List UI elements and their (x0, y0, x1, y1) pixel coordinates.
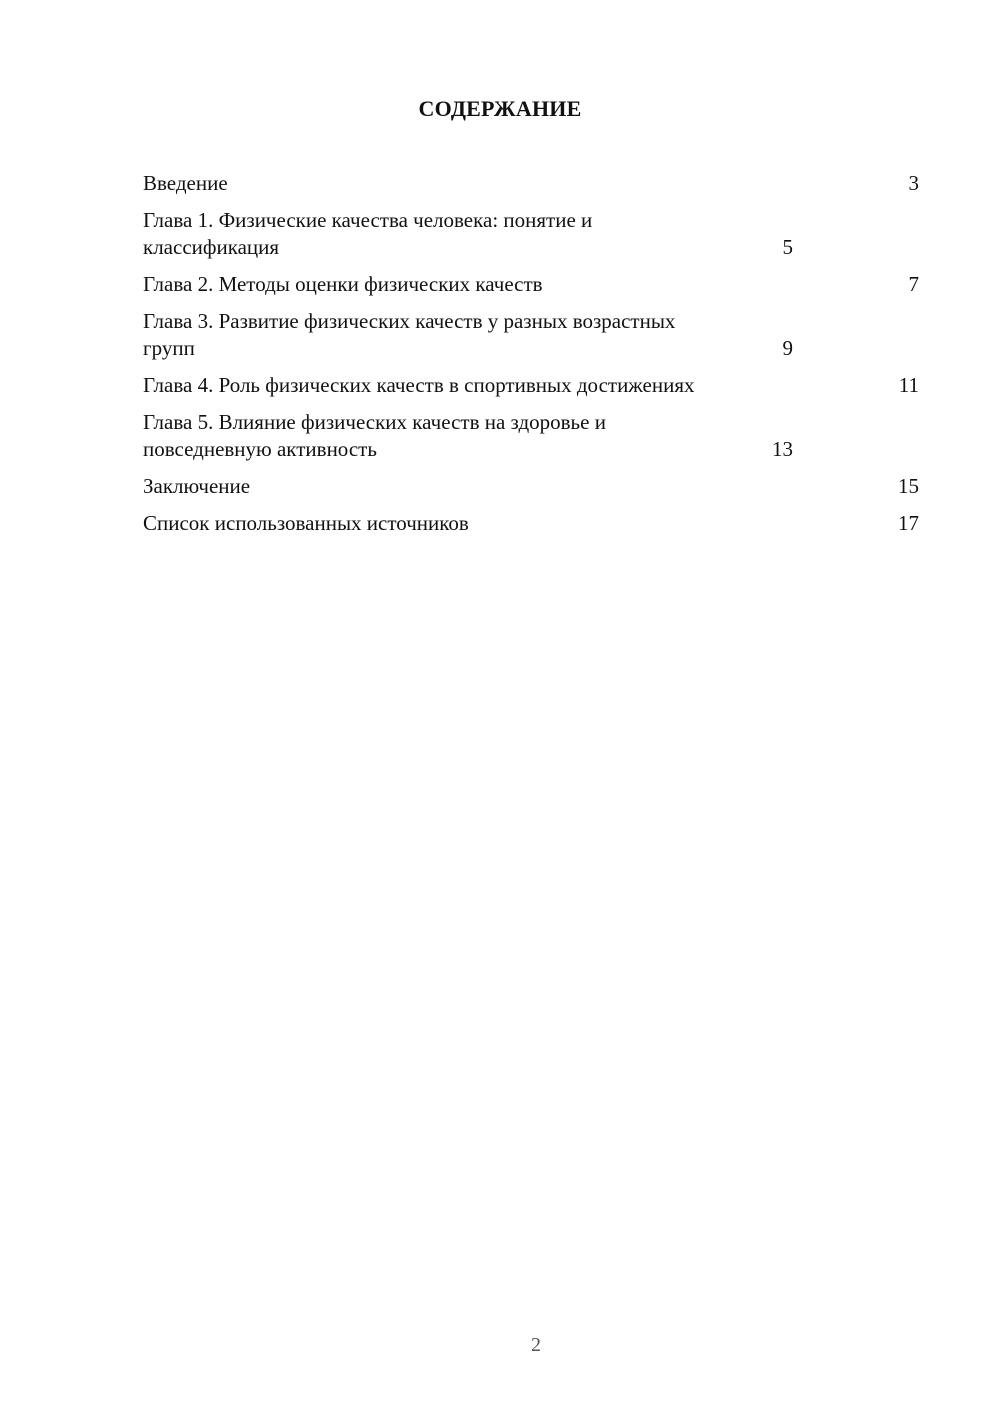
toc-entry-title: Глава 1. Физические качества человека: понятие и классификация (143, 208, 593, 259)
toc-entry[interactable] (143, 409, 919, 463)
toc-entry[interactable] (143, 170, 919, 197)
toc-entry-page: 11 (898, 373, 919, 397)
toc-entry-title: Глава 5. Влияние физических качеств на здоровье и повседневную активность (143, 410, 606, 461)
table-of-contents (143, 170, 919, 547)
toc-entry-title: Глава 3. Развитие физических качеств у разных возрастных групп (143, 309, 676, 360)
toc-entry-title: Глава 2. Методы оценки физических качеств (143, 272, 543, 296)
toc-entry[interactable] (143, 473, 919, 500)
toc-entry[interactable] (143, 207, 919, 261)
page-number: 2 (531, 1334, 541, 1356)
toc-entry-page: 15 (898, 474, 919, 498)
toc-entry[interactable] (143, 372, 919, 399)
toc-entry-title: Заключение (143, 474, 251, 498)
toc-entry[interactable] (143, 308, 919, 362)
toc-entry-page: 5 (782, 235, 793, 259)
toc-entry-title: Введение (143, 171, 228, 195)
toc-entry-title: Глава 4. Роль физических качеств в спортивных достижениях (143, 373, 695, 397)
toc-entry-page: 13 (772, 437, 793, 461)
toc-entry-page: 7 (908, 272, 919, 296)
toc-entry-page: 9 (782, 336, 793, 360)
toc-entry-page: 3 (908, 171, 919, 195)
toc-entry[interactable] (143, 510, 919, 537)
page-title: СОДЕРЖАНИЕ (418, 96, 582, 121)
toc-entry-page: 17 (898, 511, 919, 535)
toc-entry-title: Список использованных источников (143, 511, 469, 535)
toc-entry[interactable] (143, 271, 919, 298)
